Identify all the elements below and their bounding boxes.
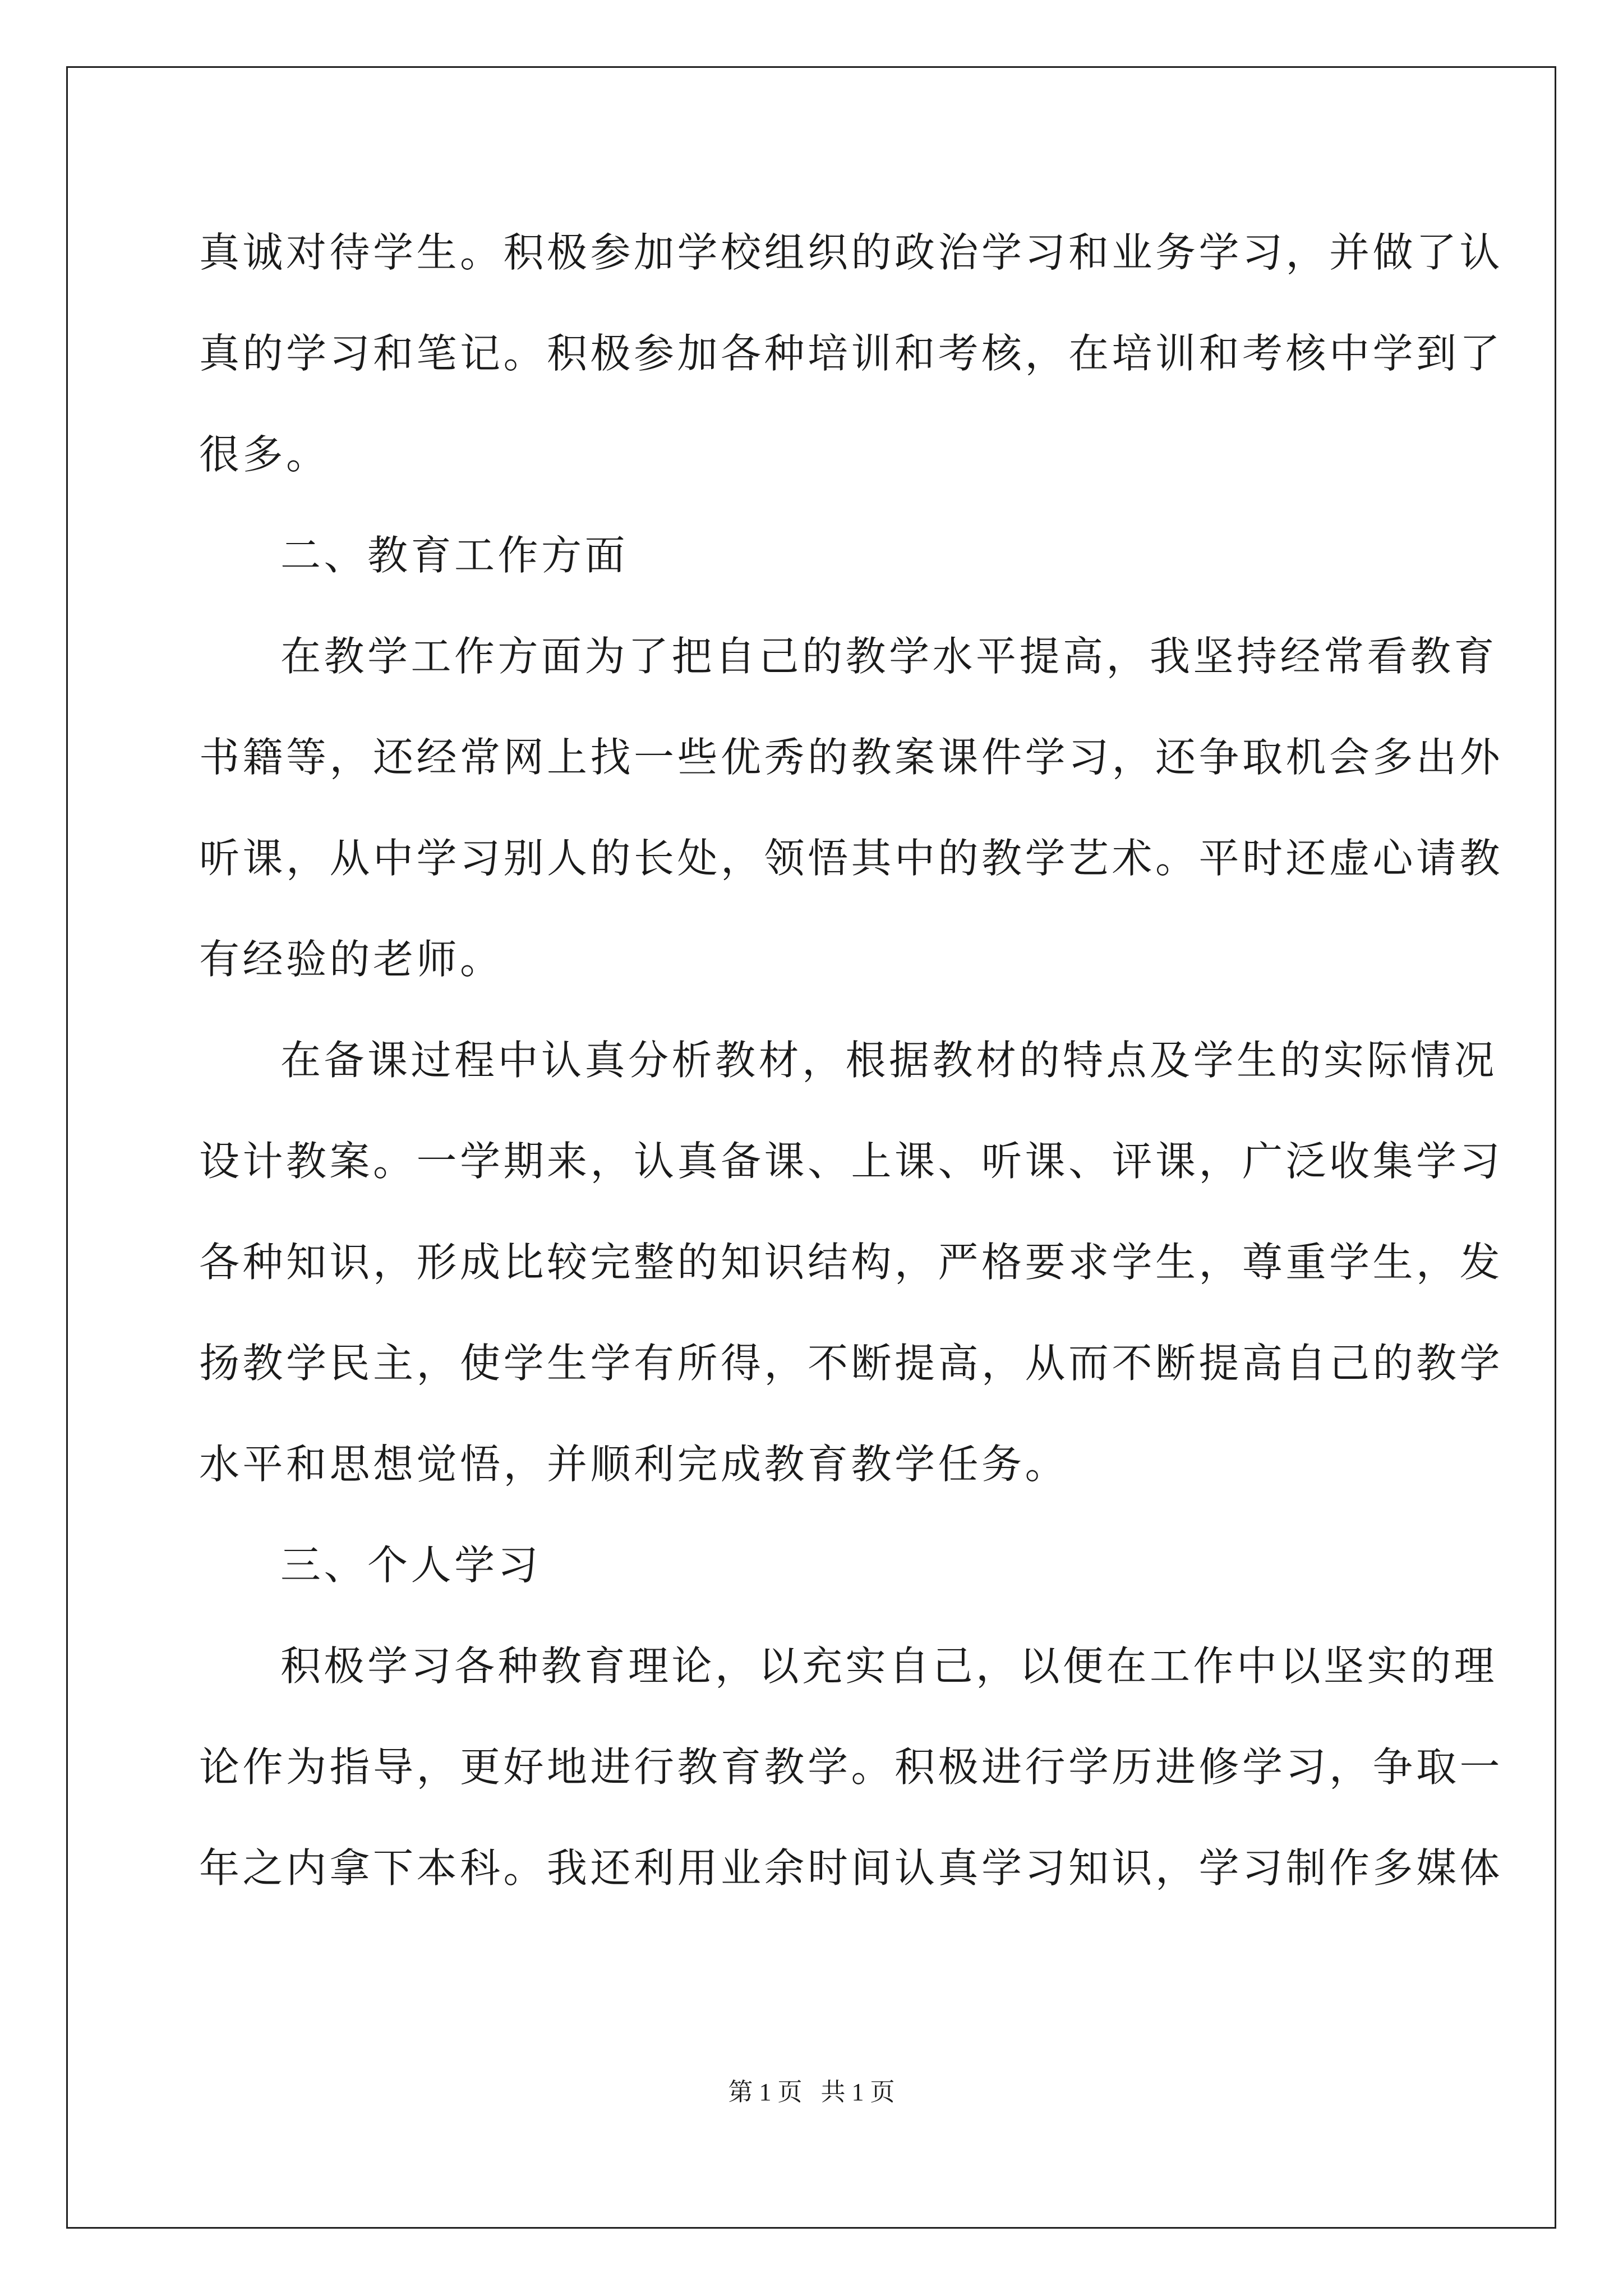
page-total: 共 1 页 (820, 2078, 895, 2106)
paragraph-line: 在教学工作方面为了把自己的教学水平提高，我坚持经常看教育 (280, 633, 1498, 680)
paragraph-line: 扬教学民主，使学生学有所得，不断提高，从而不断提高自己的教学 (199, 1340, 1504, 1387)
paragraph-line: 很多。 (199, 431, 330, 478)
paragraph-line: 有经验的老师。 (199, 936, 504, 983)
paragraph-line: 积极学习各种教育理论，以充实自己，以便在工作中以坚实的理 (280, 1642, 1498, 1690)
paragraph-line: 设计教案。一学期来，认真备课、上课、听课、评课，广泛收集学习 (199, 1138, 1504, 1185)
page-number: 第 1 页 (728, 2078, 803, 2106)
paragraph-line: 在备课过程中认真分析教材，根据教材的特点及学生的实际情况 (280, 1037, 1498, 1084)
paragraph-line: 真诚对待学生。积极参加学校组织的政治学习和业务学习，并做了认 (199, 229, 1504, 276)
paragraph-line: 书籍等，还经常网上找一些优秀的教案课件学习，还争取机会多出外 (199, 734, 1504, 781)
section-heading: 三、个人学习 (280, 1542, 542, 1589)
page-footer (0, 2076, 1623, 2109)
paragraph-line: 真的学习和笔记。积极参加各种培训和考核，在培训和考核中学到了 (199, 330, 1504, 377)
paragraph-line: 论作为指导，更好地进行教育教学。积极进行学历进修学习，争取一 (199, 1743, 1504, 1791)
paragraph-line: 水平和思想觉悟，并顺利完成教育教学任务。 (199, 1441, 1069, 1488)
section-heading: 二、教育工作方面 (280, 532, 629, 579)
paragraph-line: 年之内拿下本科。我还利用业余时间认真学习知识，学习制作多媒体 (199, 1844, 1504, 1892)
paragraph-line: 听课，从中学习别人的长处，领悟其中的教学艺术。平时还虚心请教 (199, 835, 1504, 882)
paragraph-line: 各种知识，形成比较完整的知识结构，严格要求学生，尊重学生，发 (199, 1239, 1504, 1286)
